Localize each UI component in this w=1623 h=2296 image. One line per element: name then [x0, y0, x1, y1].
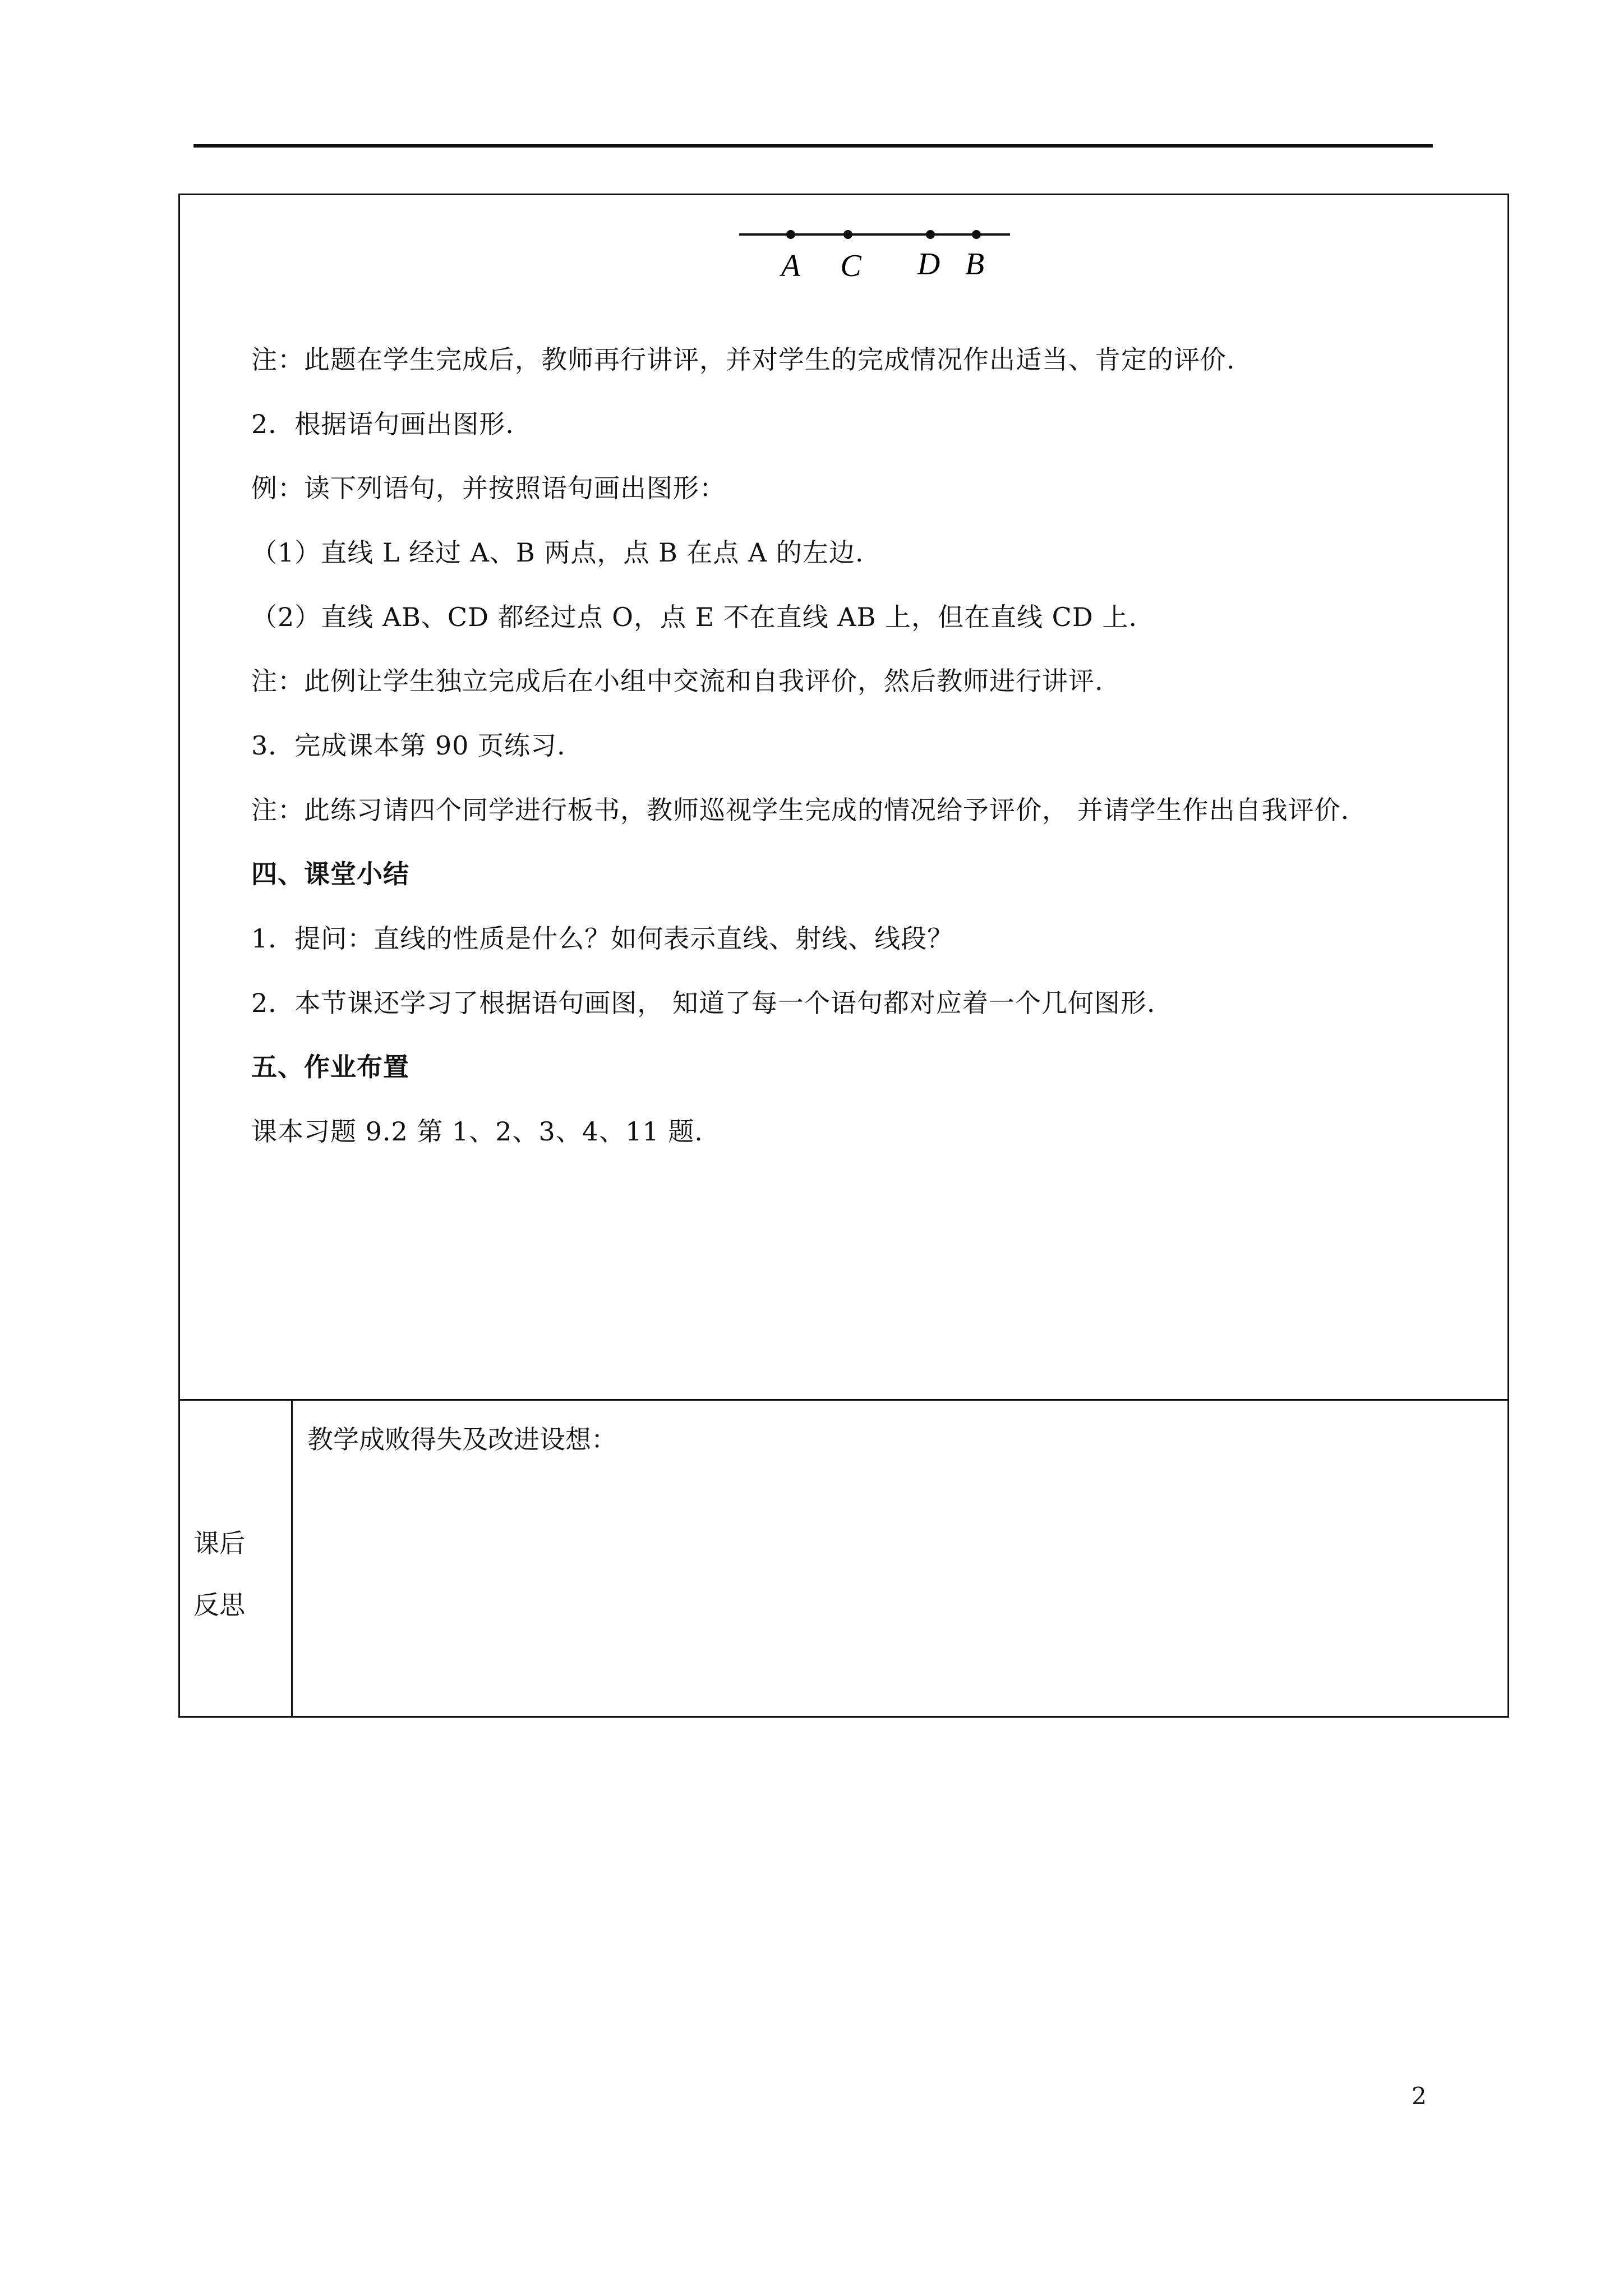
point-d-label: D: [917, 247, 940, 282]
item-3: 3．完成课本第 90 页练习.: [251, 730, 566, 761]
page-number: 2: [1412, 2082, 1427, 2110]
summary-item-1: 1．提问：直线的性质是什么？如何表示直线、射线、线段？: [251, 923, 954, 954]
section-heading-homework: 五、作业布置: [251, 1052, 409, 1082]
reflection-label-line-2: 反思: [193, 1590, 245, 1620]
note-1: 注：此题在学生完成后，教师再行讲评，并对学生的完成情况作出适当、肯定的评价.: [251, 344, 1235, 375]
point-d-dot: [926, 230, 935, 239]
header-rule: [193, 144, 1433, 148]
point-a-label: A: [781, 249, 801, 283]
point-a-dot: [786, 230, 795, 239]
summary-item-2: 2．本节课还学习了根据语句画图， 知道了每一个语句都对应着一个几何图形.: [251, 988, 1156, 1018]
line-segment-diagram: [739, 216, 1020, 289]
example-1: （1）直线 L 经过 A、B 两点，点 B 在点 A 的左边.: [251, 537, 864, 568]
reflection-prompt: 教学成败得失及改进设想：: [307, 1424, 617, 1455]
point-b-label: B: [965, 247, 985, 282]
example-2: （2）直线 AB、CD 都经过点 O，点 E 不在直线 AB 上，但在直线 CD 上.: [251, 602, 1137, 632]
homework-text: 课本习题 9.2 第 1、2、3、4、11 题.: [251, 1116, 703, 1147]
note-3: 注：此练习请四个同学进行板书，教师巡视学生完成的情况给予评价， 并请学生作出自我评价.: [251, 795, 1350, 825]
point-c-dot: [843, 230, 852, 239]
item-2: 2．根据语句画出图形.: [251, 409, 514, 439]
note-2: 注：此例让学生独立完成后在小组中交流和自我评价，然后教师进行讲评.: [251, 666, 1104, 696]
point-b-dot: [972, 230, 981, 239]
example-intro: 例：读下列语句，并按照语句画出图形：: [251, 473, 726, 503]
point-c-label: C: [840, 249, 861, 283]
reflection-column-divider: [291, 1399, 293, 1716]
section-heading-summary: 四、课堂小结: [251, 859, 409, 889]
reflection-label-line-1: 课后: [193, 1528, 245, 1558]
